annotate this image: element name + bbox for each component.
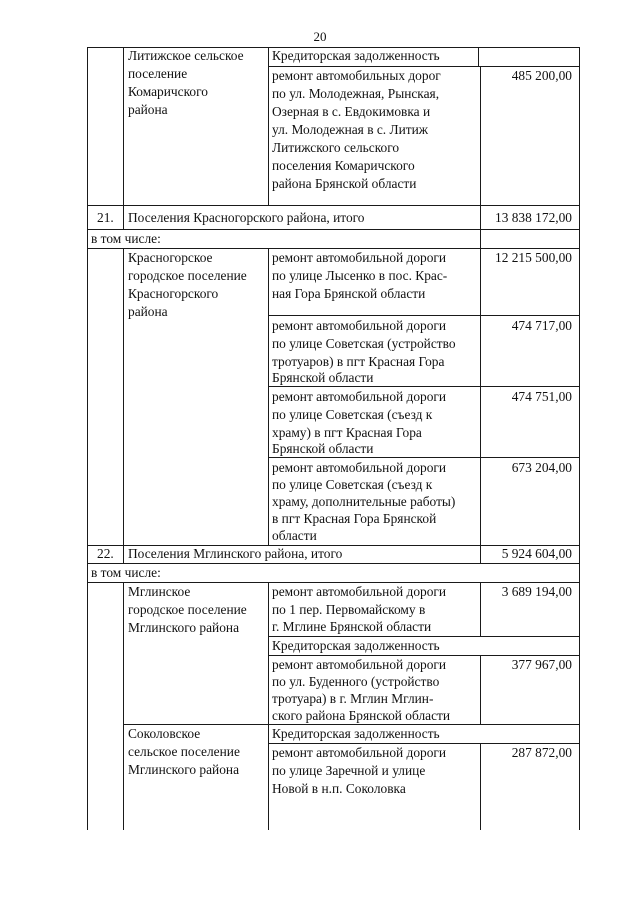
- work-description-line: Новой в н.п. Соколовка: [272, 781, 406, 796]
- work-description-line: ремонт автомобильной дороги: [272, 657, 447, 672]
- work-description-line: ремонт автомобильных дорог: [272, 68, 441, 83]
- municipality-line: Комаричского: [128, 84, 208, 99]
- amount: 3 689 194,00: [501, 584, 572, 599]
- including-label: в том числе:: [91, 231, 161, 246]
- row-number: 21.: [97, 210, 114, 225]
- including-label: в том числе:: [91, 565, 161, 580]
- work-description-line: по 1 пер. Первомайскому в: [272, 602, 426, 617]
- amount: 673 204,00: [511, 460, 572, 475]
- work-description-line: области: [272, 528, 317, 543]
- work-description-line: Брянской области: [272, 441, 374, 456]
- municipality-line: Мглинского района: [128, 762, 240, 777]
- work-description-line: Литижского сельского: [272, 140, 400, 155]
- amount: 474 751,00: [511, 389, 572, 404]
- municipality-line: поселение: [128, 66, 188, 81]
- work-description-line: ремонт автомобильной дороги: [272, 318, 447, 333]
- creditor-debt-label: Кредиторская задолженность: [272, 638, 440, 653]
- creditor-debt-label: Кредиторская задолженность: [272, 726, 440, 741]
- municipality-line: Мглинское: [128, 584, 191, 599]
- municipality-line: Литижское сельское: [128, 48, 244, 63]
- amount: 377 967,00: [511, 657, 572, 672]
- work-description-line: в пгт Красная Гора Брянской: [272, 511, 437, 526]
- work-description-line: Брянской области: [272, 370, 374, 385]
- creditor-debt-label: Кредиторская задолженность: [272, 48, 440, 63]
- amount: 485 200,00: [511, 68, 572, 83]
- district-total-amount: 13 838 172,00: [495, 210, 572, 225]
- amount: 12 215 500,00: [495, 250, 572, 265]
- municipality-line: Красногорское: [128, 250, 213, 265]
- work-description-line: поселения Комаричского: [272, 158, 415, 173]
- work-description-line: храму, дополнительные работы): [272, 494, 456, 509]
- municipality-line: городское поселение: [128, 268, 247, 283]
- work-description-line: ремонт автомобильной дороги: [272, 584, 447, 599]
- work-description-line: ная Гора Брянской области: [272, 286, 426, 301]
- municipality-line: сельское поселение: [128, 744, 240, 759]
- work-description-line: по улице Советская (устройство: [272, 336, 456, 351]
- work-description-line: по ул. Буденного (устройство: [272, 674, 440, 689]
- work-description-line: Озерная в с. Евдокимовка и: [272, 104, 431, 119]
- district-total-title: Поселения Мглинского района, итого: [128, 546, 343, 561]
- work-description-line: ремонт автомобильной дороги: [272, 250, 447, 265]
- work-description-line: по улице Советская (съезд к: [272, 477, 433, 492]
- municipality-line: Соколовское: [128, 726, 201, 741]
- work-description-line: по улице Советская (съезд к: [272, 407, 433, 422]
- work-description-line: ремонт автомобильной дороги: [272, 389, 447, 404]
- municipality-line: Красногорского: [128, 286, 219, 301]
- row-number: 22.: [97, 546, 114, 561]
- page-number: 20: [313, 29, 327, 44]
- work-description-line: тротуаров) в пгт Красная Гора: [272, 354, 445, 369]
- work-description-line: по ул. Молодежная, Рынская,: [272, 86, 440, 101]
- work-description-line: ского района Брянской области: [272, 708, 451, 723]
- work-description-line: по улице Лысенко в пос. Крас-: [272, 268, 448, 283]
- municipality-line: Мглинского района: [128, 620, 240, 635]
- work-description-line: по улице Заречной и улице: [272, 763, 426, 778]
- work-description-line: ул. Молодежная в с. Литиж: [272, 122, 429, 137]
- work-description-line: храму) в пгт Красная Гора: [272, 425, 422, 440]
- work-description-line: района Брянской области: [272, 176, 417, 191]
- district-total-title: Поселения Красногорского района, итого: [128, 210, 365, 225]
- work-description-line: г. Мглине Брянской области: [272, 619, 432, 634]
- work-description-line: тротуара) в г. Мглин Мглин-: [272, 691, 434, 706]
- amount: 287 872,00: [511, 745, 572, 760]
- work-description-line: ремонт автомобильной дороги: [272, 745, 447, 760]
- municipality-line: городское поселение: [128, 602, 247, 617]
- municipality-line: района: [128, 102, 168, 117]
- municipality-line: района: [128, 304, 168, 319]
- amount: 474 717,00: [511, 318, 572, 333]
- district-total-amount: 5 924 604,00: [501, 546, 572, 561]
- work-description-line: ремонт автомобильной дороги: [272, 460, 447, 475]
